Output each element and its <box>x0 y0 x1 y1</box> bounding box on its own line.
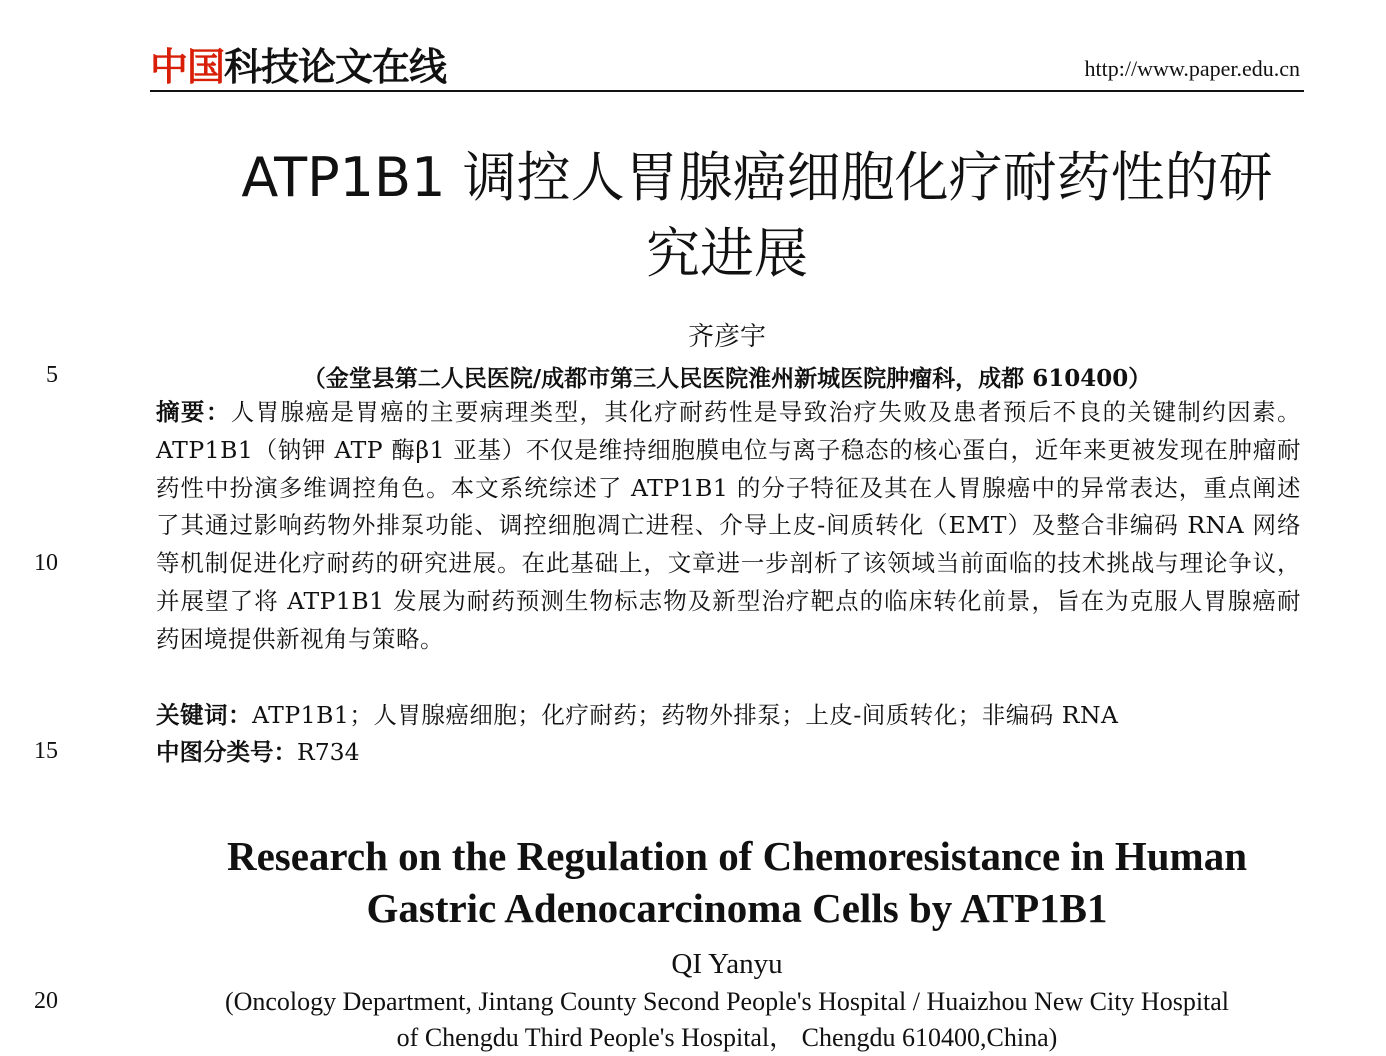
chinese-title-line-1: ATP1B1 调控人胃腺癌细胞化疗耐药性的研 <box>241 146 1273 209</box>
keywords-chinese <box>156 697 1301 734</box>
abstract-chinese <box>156 394 1301 659</box>
english-title-line-2: Gastric Adenocarcinoma Cells by ATP1B1 <box>366 885 1108 931</box>
page-header <box>150 40 1304 92</box>
author-english: QI Yanyu <box>671 948 783 980</box>
logo-black-text: 科技论文在线 <box>224 45 447 89</box>
keywords-text: ATP1B1；人胃腺癌细胞；化疗耐药；药物外排泵；上皮-间质转化；非编码 RNA <box>252 701 1119 729</box>
english-title <box>150 830 1324 934</box>
affiliation-english-line-2: of Chengdu Third People's Hospital， Chengdu 610400,China) <box>396 1023 1058 1052</box>
keywords-label: 关键词： <box>156 701 252 729</box>
abstract-text: 人胃腺癌是胃癌的主要病理类型，其化疗耐药性是导致治疗失败及患者预后不良的关键制约因素。ATP1B1（钠钾 ATP 酶β1 亚基）不仅是维持细胞膜电位与离子稳态的核心蛋白，近年来更被发现在肿瘤耐药性中扮演多维调控角色。本文系统综述了 ATP1B1 的分子特征及其在人胃腺癌中的异常表达，重点阐述了其通过影响药物外排泵功能、调控细胞凋亡进程、介导上皮-间质转化（EMT）及整合非编码 RNA 网络等机制促进化疗耐药的研究进展。在此基础上，文章进一步剖析了该领域当前面临的技术挑战与理论争议，并展望了将 ATP1B1 发展为耐药预测生物标志物及新型治疗靶点的临床转化前景，旨在为克服人胃腺癌耐药困境提供新视角与策略。 <box>156 398 1301 653</box>
classification-text: R734 <box>297 738 360 766</box>
english-title-line-1: Research on the Regulation of Chemoresistance in Human <box>226 833 1248 879</box>
line-number-10: 10 <box>34 550 58 576</box>
affiliation-english <box>150 984 1304 1056</box>
logo-red-text: 中国 <box>150 45 225 89</box>
chinese-title <box>150 140 1304 292</box>
journal-logo <box>150 44 446 90</box>
line-number-5: 5 <box>46 362 58 388</box>
chinese-title-line-2: 究进展 <box>646 222 808 285</box>
line-number-15: 15 <box>34 738 58 764</box>
affiliation-chinese: （金堂县第二人民医院/成都市第三人民医院淮州新城医院肿瘤科，成都 610400） <box>302 365 1152 392</box>
classification-number <box>156 734 1301 771</box>
header-url[interactable]: http://www.paper.edu.cn <box>1084 56 1300 81</box>
affiliation-english-line-1: (Oncology Department, Jintang County Second People's Hospital / Huaizhou New City Hospital <box>224 987 1230 1016</box>
line-number-20: 20 <box>34 988 58 1014</box>
author-chinese: 齐彦宇 <box>687 322 766 352</box>
classification-label: 中图分类号： <box>156 738 297 766</box>
abstract-label: 摘要： <box>156 398 231 426</box>
